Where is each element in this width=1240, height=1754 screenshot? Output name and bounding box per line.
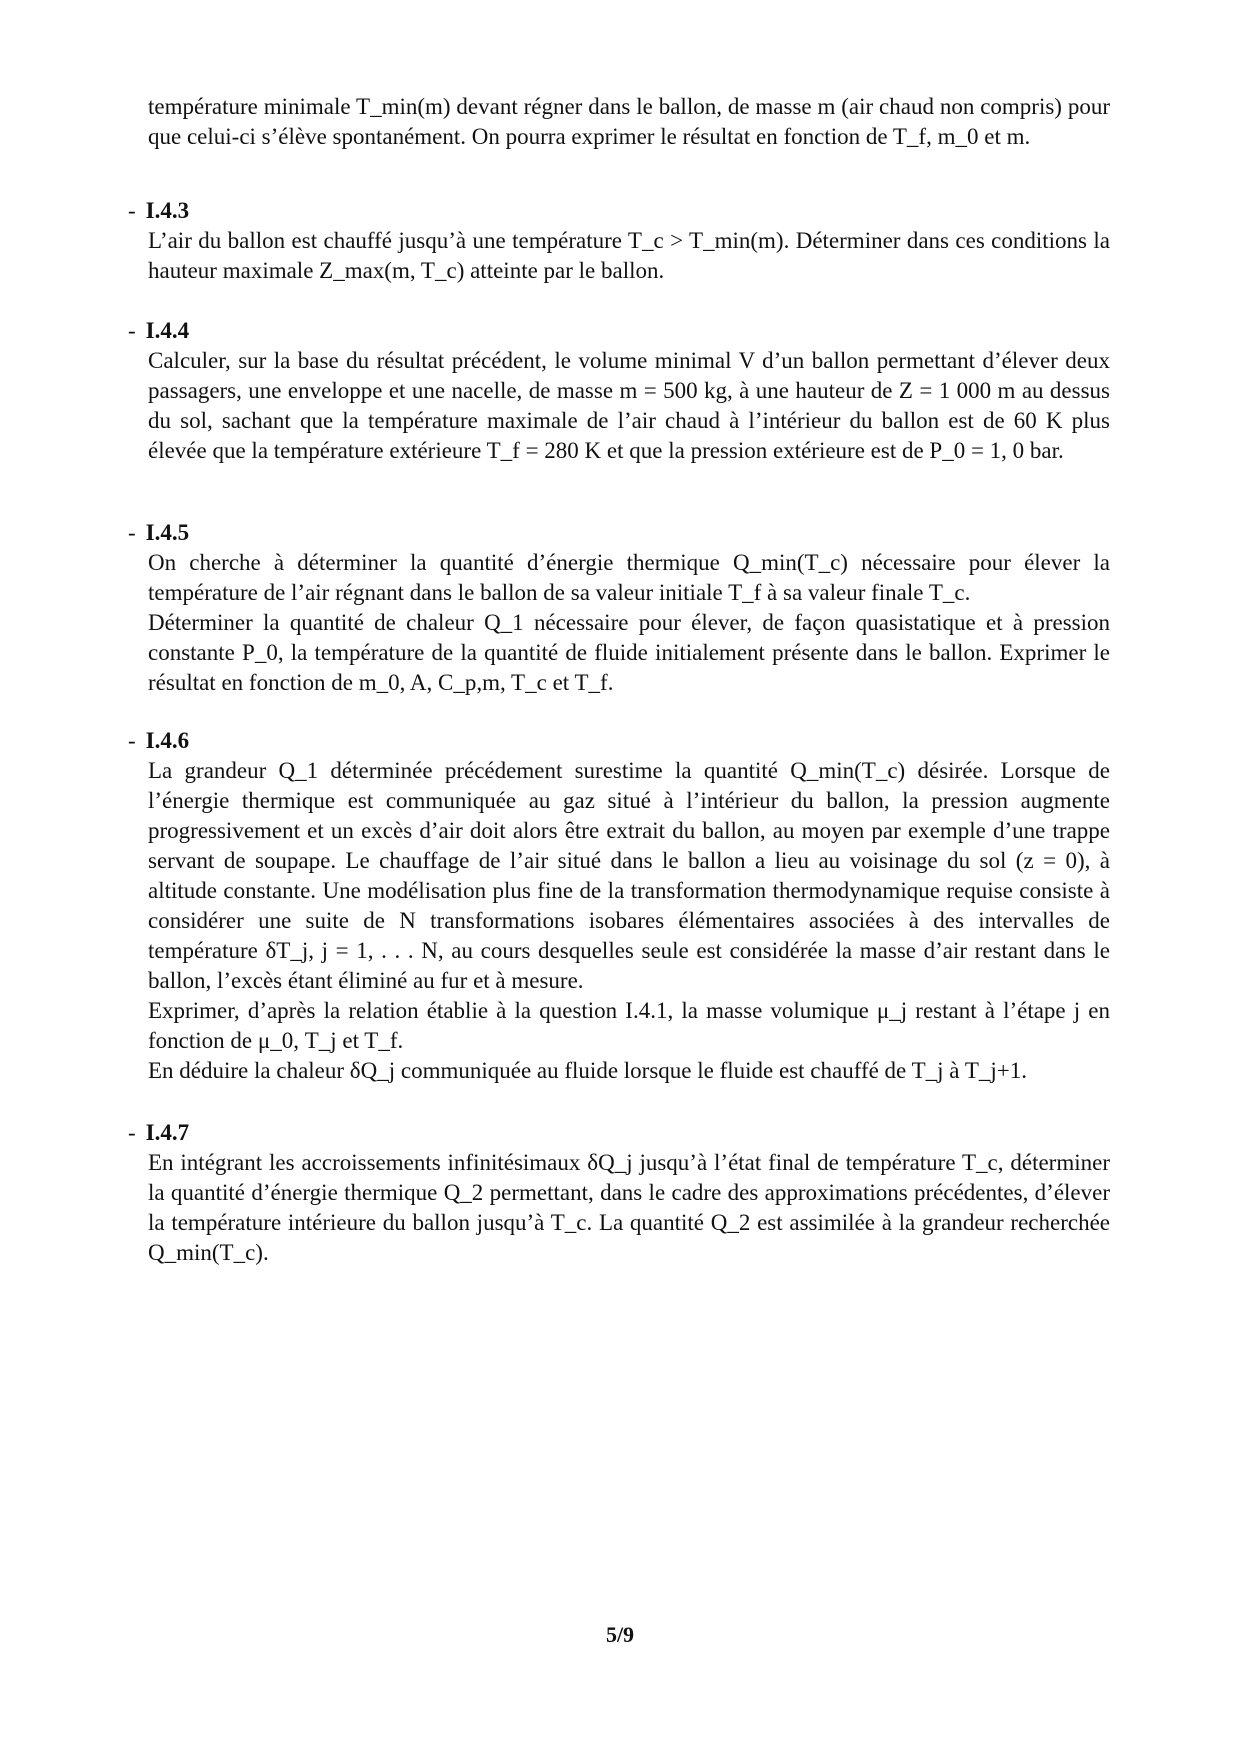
section-body-i44 <box>148 346 1110 466</box>
section-heading-i44: - I.4.4 <box>128 318 190 343</box>
section-title: I.4.4 <box>145 318 190 343</box>
section-title: I.4.5 <box>145 520 190 545</box>
section-text-1: On cherche à déterminer la quantité d’énergie thermique Q_min(T_c) nécessaire pour élever la température de l’air régnant dans le ballon de sa valeur initiale T_f à sa valeur finale T_c. <box>148 550 1110 605</box>
section-heading-i45: - I.4.5 <box>128 520 190 545</box>
section-text: L’air du ballon est chauffé jusqu’à une température T_c > T_min(m). Déterminer dans ces conditions la hauteur maximale Z_max(m, T_c) atteinte par le ballon. <box>148 228 1110 283</box>
section-text: En intégrant les accroissements infinitésimaux δQ_j jusqu’à l’état final de température T_c, déterminer la quantité d’énergie thermique Q_2 permettant, dans le cadre des approximations précédentes, d’élever la température intérieure du ballon jusqu’à T_c. La quantité Q_2 est assimilée à la grandeur recherchée Q_min(T_c). <box>148 1150 1110 1265</box>
intro-paragraph <box>148 92 1110 152</box>
section-title: I.4.3 <box>145 198 190 223</box>
section-title: I.4.6 <box>145 728 190 753</box>
intro-text: température minimale T_min(m) devant régner dans le ballon, de masse m (air chaud non compris) pour que celui-ci s’élève spontanément. On pourra exprimer le résultat en fonction de T_f, m_0 et m. <box>148 94 1110 149</box>
section-body-i45 <box>148 548 1110 698</box>
section-text-2: Exprimer, d’après la relation établie à la question I.4.1, la masse volumique μ_j restant à l’étape j en fonction de μ_0, T_j et T_f. <box>148 998 1110 1053</box>
section-body-i46 <box>148 756 1110 1086</box>
section-heading-i43: - I.4.3 <box>128 198 190 223</box>
page-number: 5/9 <box>605 1622 635 1647</box>
section-body-i43 <box>148 226 1110 286</box>
section-heading-i46: - I.4.6 <box>128 728 190 753</box>
section-text-2: Déterminer la quantité de chaleur Q_1 nécessaire pour élever, de façon quasistatique et à pression constante P_0, la température de la quantité de fluide initialement présente dans le ballon. Exprimer le résultat en fonction de m_0, A, C_p,m, T_c et T_f. <box>148 610 1110 695</box>
section-text-3: En déduire la chaleur δQ_j communiquée au fluide lorsque le fluide est chauffé de T_j à T_j+1. <box>148 1058 1027 1083</box>
section-title: I.4.7 <box>145 1120 190 1145</box>
section-text: Calculer, sur la base du résultat précédent, le volume minimal V d’un ballon permettant d’élever deux passagers, une enveloppe et une nacelle, de masse m = 500 kg, à une hauteur de Z = 1 000 m au dessus du sol, sachant que la température maximale de l’air chaud à l’intérieur du ballon est de 60 K plus élevée que la température extérieure T_f = 280 K et que la pression extérieure est de P_0 = 1, 0 bar. <box>148 348 1110 463</box>
section-body-i47 <box>148 1148 1110 1268</box>
section-text-1: La grandeur Q_1 déterminée précédement surestime la quantité Q_min(T_c) désirée. Lorsque de l’énergie thermique est communiquée au gaz situé à l’intérieur du ballon, la pression augmente progressivement et un excès d’air doit alors être extrait du ballon, au moyen par exemple d’une trappe servant de soupape. Le chauffage de l’air situé dans le ballon a lieu au voisinage du sol (z = 0), à altitude constante. Une modélisation plus fine de la transformation thermodynamique requise consiste à considérer une suite de N transformations isobares élémentaires associées à des intervalles de température δT_j, j = 1, . . . N, au cours desquelles seule est considérée la masse d’air restant dans le ballon, l’excès étant éliminé au fur et à mesure. <box>148 758 1110 993</box>
section-heading-i47: - I.4.7 <box>128 1120 190 1145</box>
